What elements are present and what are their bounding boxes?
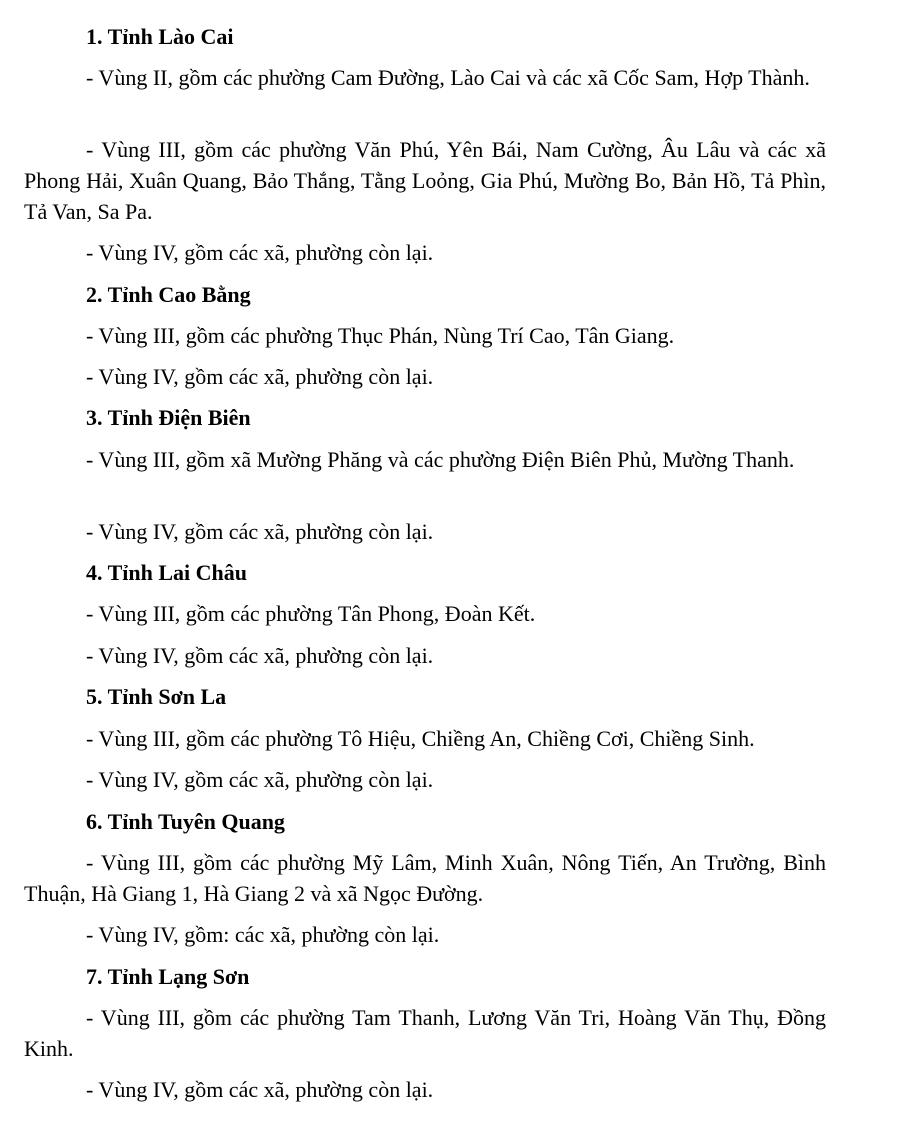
section-item: - Vùng IV, gồm: các xã, phường còn lại.	[86, 922, 440, 947]
section-heading-lang-son: 7. Tỉnh Lạng Sơn	[86, 964, 250, 989]
section-item: - Vùng III, gồm các phường Tân Phong, Đoàn Kết.	[86, 601, 536, 626]
section-item: - Vùng III, gồm các phường Tam Thanh, Lương Văn Tri, Hoàng Văn Thụ, Đồng Kinh.	[24, 1005, 826, 1061]
section-item: - Vùng II, gồm các phường Cam Đường, Lào Cai và các xã Cốc Sam, Hợp Thành.	[86, 65, 810, 90]
section-item: - Vùng IV, gồm các xã, phường còn lại.	[86, 519, 434, 544]
section-item: - Vùng III, gồm xã Mường Phăng và các phường Điện Biên Phủ, Mường Thanh.	[86, 447, 795, 472]
section-heading-cao-bang: 2. Tỉnh Cao Bằng	[86, 282, 251, 307]
section-heading-son-la: 5. Tỉnh Sơn La	[86, 684, 227, 709]
section-item: - Vùng III, gồm các phường Tô Hiệu, Chiềng An, Chiềng Cơi, Chiềng Sinh.	[86, 726, 755, 751]
section-item: - Vùng IV, gồm các xã, phường còn lại.	[86, 1077, 434, 1102]
section-heading-lao-cai: 1. Tỉnh Lào Cai	[86, 24, 234, 49]
section-item: - Vùng IV, gồm các xã, phường còn lại.	[86, 643, 434, 668]
section-item: - Vùng IV, gồm các xã, phường còn lại.	[86, 767, 434, 792]
section-item: - Vùng III, gồm các phường Văn Phú, Yên Bái, Nam Cường, Âu Lâu và các xã Phong Hải, Xuân Quang, Bảo Thắng, Tằng Loỏng, Gia Phú, Mường Bo, Bản Hồ, Tả Phìn, Tả Van, Sa Pa.	[24, 137, 826, 224]
section-item: - Vùng III, gồm các phường Mỹ Lâm, Minh Xuân, Nông Tiến, An Trường, Bình Thuận, Hà Giang 1, Hà Giang 2 và xã Ngọc Đường.	[24, 850, 826, 906]
section-item: - Vùng IV, gồm các xã, phường còn lại.	[86, 240, 434, 265]
section-item: - Vùng IV, gồm các xã, phường còn lại.	[86, 364, 434, 389]
section-heading-lai-chau: 4. Tỉnh Lai Châu	[86, 560, 248, 585]
section-item: - Vùng III, gồm các phường Thục Phán, Nùng Trí Cao, Tân Giang.	[86, 323, 675, 348]
section-heading-dien-bien: 3. Tỉnh Điện Biên	[86, 405, 251, 430]
section-heading-tuyen-quang: 6. Tỉnh Tuyên Quang	[86, 809, 285, 834]
